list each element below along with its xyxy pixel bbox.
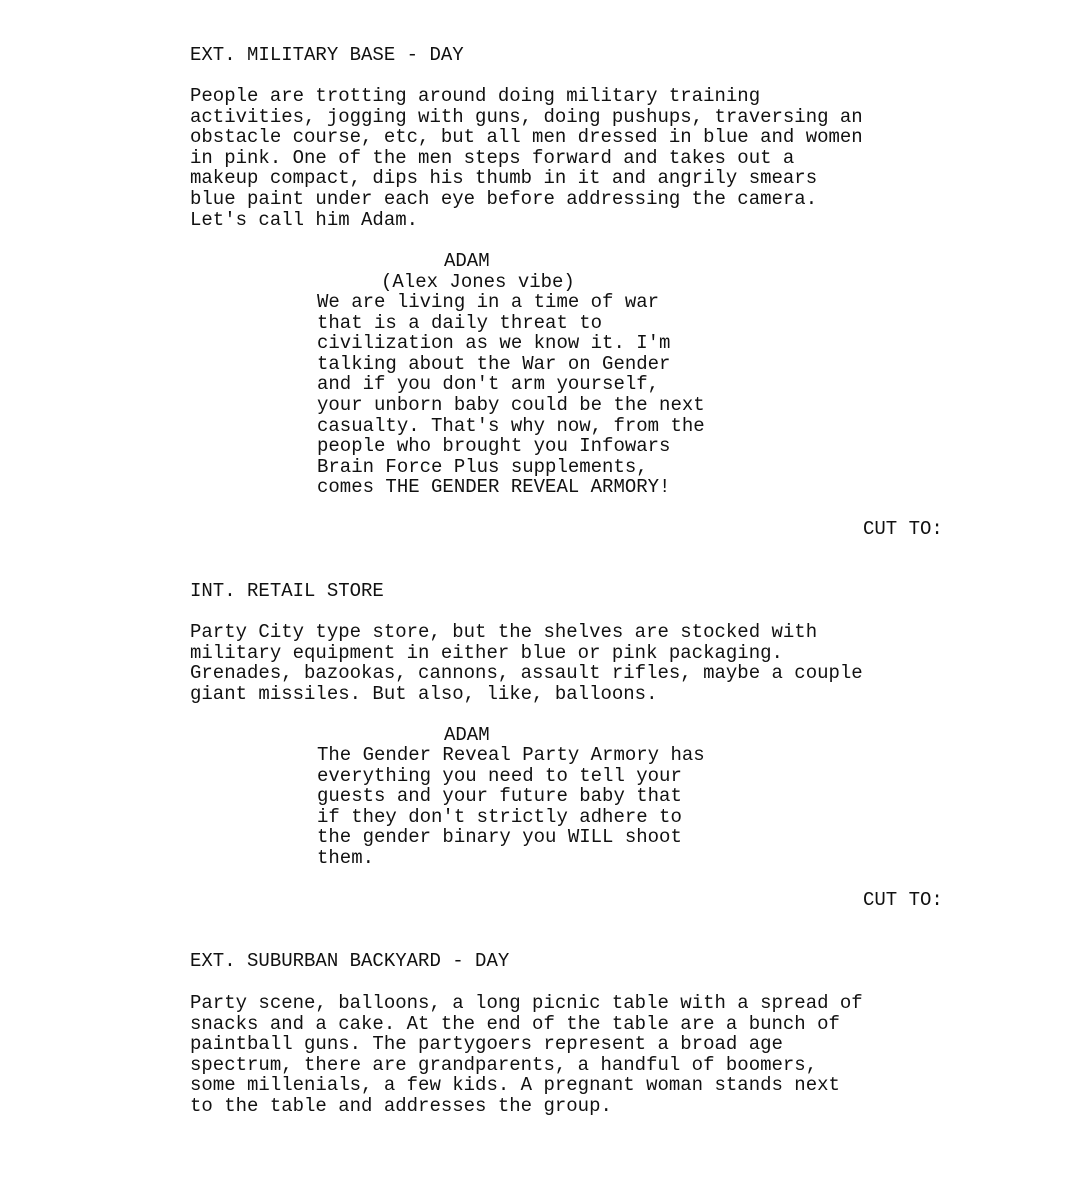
action-block <box>190 622 970 704</box>
dialogue-line: talking about the War on Gender <box>317 352 671 375</box>
action-line: some millenials, a few kids. A pregnant woman stands next <box>190 1074 840 1097</box>
dialogue-line: them. <box>317 846 375 869</box>
action-line: blue paint under each eye before addressing the camera. <box>190 187 818 210</box>
action-line: Let's call him Adam. <box>190 208 419 231</box>
dialogue-line: your unborn baby could be the next <box>317 393 705 416</box>
dialogue-line: everything you need to tell your <box>317 764 682 787</box>
action-line: military equipment in either blue or pink packaging. <box>190 641 783 664</box>
dialogue-line: The Gender Reveal Party Armory has <box>317 744 705 766</box>
dialogue-line: comes THE GENDER REVEAL ARMORY! <box>317 476 671 499</box>
action-line: Grenades, bazookas, cannons, assault rifles, maybe a couple <box>190 662 863 685</box>
scene-heading: INT. RETAIL STORE <box>190 580 384 602</box>
character-name: ADAM <box>444 724 490 746</box>
action-line: giant missiles. But also, like, balloons. <box>190 682 658 705</box>
dialogue-line: that is a daily threat to <box>317 311 603 334</box>
character-name: ADAM <box>444 250 490 272</box>
scene-heading: EXT. SUBURBAN BACKYARD - DAY <box>190 950 510 972</box>
action-line: snacks and a cake. At the end of the table are a bunch of <box>190 1012 840 1035</box>
action-line: paintball guns. The partygoers represent a broad age <box>190 1033 783 1056</box>
dialogue-line: the gender binary you WILL shoot <box>317 826 682 849</box>
dialogue-line: if they don't strictly adhere to <box>317 805 682 828</box>
action-block <box>190 993 970 1117</box>
dialogue-line: casualty. That's why now, from the <box>317 414 705 437</box>
action-line: obstacle course, etc, but all men dressed in blue and women <box>190 126 863 149</box>
action-line: Party scene, balloons, a long picnic table with a spread of <box>190 992 863 1014</box>
action-line: spectrum, there are grandparents, a handful of boomers, <box>190 1053 818 1076</box>
dialogue-block <box>317 292 817 498</box>
dialogue-line: We are living in a time of war <box>317 291 660 313</box>
dialogue-line: civilization as we know it. I'm <box>317 332 671 355</box>
dialogue-line: guests and your future baby that <box>317 785 682 808</box>
dialogue-block <box>317 745 817 869</box>
transition: CUT TO: <box>863 889 943 911</box>
action-line: People are trotting around doing military training <box>190 85 761 107</box>
scene-heading: EXT. MILITARY BASE - DAY <box>190 44 464 66</box>
transition: CUT TO: <box>863 518 943 540</box>
action-line: makeup compact, dips his thumb in it and angrily smears <box>190 167 818 190</box>
action-line: to the table and addresses the group. <box>190 1094 612 1117</box>
dialogue-line: people who brought you Infowars <box>317 435 671 458</box>
parenthetical: (Alex Jones vibe) <box>381 271 575 293</box>
dialogue-line: and if you don't arm yourself, <box>317 373 660 396</box>
dialogue-line: Brain Force Plus supplements, <box>317 455 648 478</box>
action-line: activities, jogging with guns, doing pushups, traversing an <box>190 105 863 128</box>
action-line: in pink. One of the men steps forward and takes out a <box>190 146 795 169</box>
action-line: Party City type store, but the shelves are stocked with <box>190 621 818 643</box>
action-block <box>190 86 970 230</box>
